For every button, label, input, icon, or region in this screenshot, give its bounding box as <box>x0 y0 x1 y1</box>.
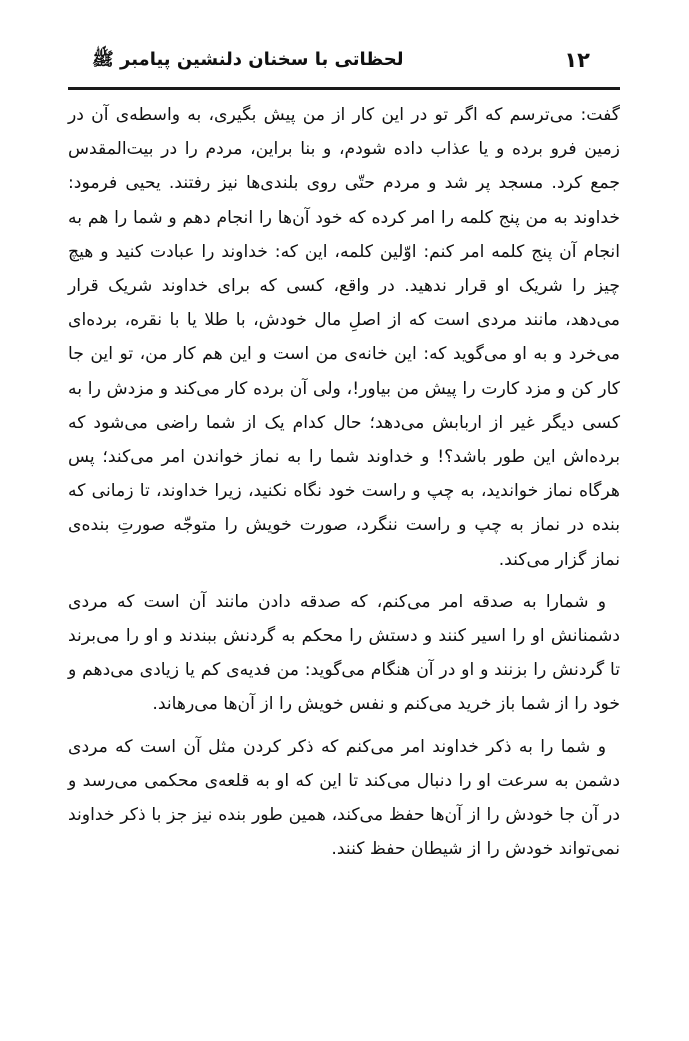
page-number: ۱۲ <box>564 48 590 72</box>
header-divider <box>68 87 620 90</box>
page-header <box>68 40 620 84</box>
paragraph: و شما را به ذکر خداوند امر می‌کنم که ذکر کردن مثل آن است که مردی دشمن به سرعت او را دنبال می‌کند تا این که او به قلعه‌ی محکمی می‌رسد و در آن جا خودش را از آن‌ها حفظ می‌کند، همین طور بنده نیز جز با ذکر خداوند نمی‌تواند خودش را از شیطان حفظ کنند. <box>68 736 620 860</box>
running-title: لحظاتی با سخنان دلنشین پیامبر ﷺ <box>92 49 404 70</box>
paragraph: گفت: می‌ترسم که اگر تو در این کار از من پیش بگیری، به واسطه‌ی آن در زمین فرو برده و یا عذاب داده شودم، و بنا براین، مردم را در بیت‌المقدس جمع کرد. مسجد پر شد و مردم حتّی روی بلندی‌ها نیز رفتند. یحیی فرمود: خداوند به من پنج کلمه را امر کرده که خود آن‌ها را انجام دهم و شما را هم به انجام آن پنج کلمه امر کنم: اوّلین کلمه، این که: خداوند را عبادت کنید و هیچ چیز را شریک او قرار ندهید. در واقع، کسی که برای خداوند شریک قرار می‌دهد، مانند مردی است که از اصلِ مال خودش، با طلا یا با نقره، برده‌ای می‌خرد و به او می‌گوید که: این خانه‌ی من است و این هم کار من، تو این جا کار کن و مزد کارت را پیش من بیاور!، ولی آن برده کار می‌کند و مزدش را به کسی دیگر غیر از اربابش می‌دهد؛ حال کدام یک از شما راضی می‌شود که برده‌اش این طور باشد؟! و خداوند شما را به نماز خواندن امر می‌کند؛ پس هرگاه نماز خواندید، به چپ و راست خود نگاه نکنید، زیرا خداوند، تا زمانی که بنده در نماز به چپ و راست ننگرد، صورت خویش را متوجّه صورتِ بنده‌ی نماز گزار می‌کند. <box>68 105 620 570</box>
page-body <box>68 98 620 874</box>
paragraph: و شمارا به صدقه امر می‌کنم، که صدقه دادن مانند آن است که مردی دشمنانش او را اسیر کنند و دستش را محکم به گردنش ببندند و او را می‌برند تا گردنش را بزنند و او در آن هنگام می‌گوید: من فدیه‌ی کم یا زیادی می‌دهم و خود را از شما باز خرید می‌کنم و نفس خویش را از آن‌ها می‌رهاند. <box>68 591 620 715</box>
